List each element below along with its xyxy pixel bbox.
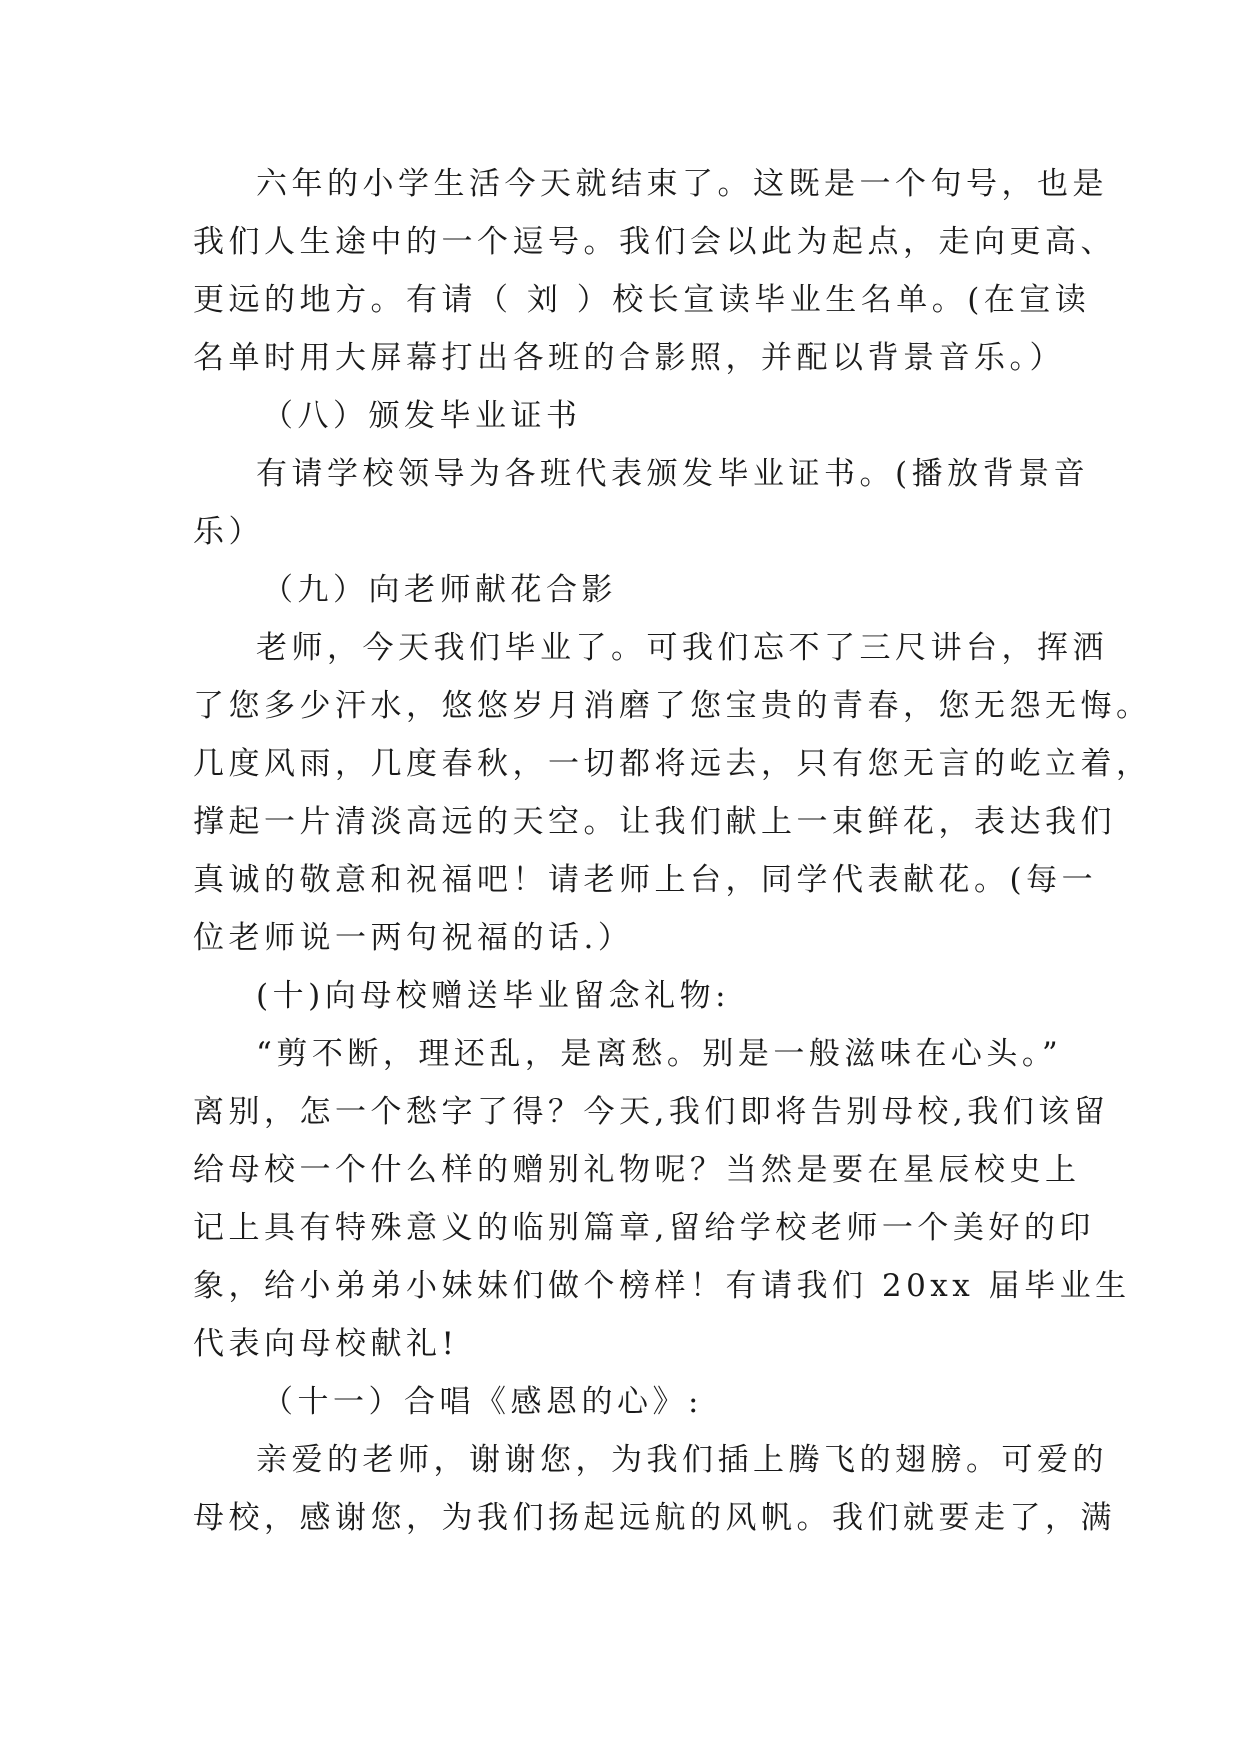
paragraph-line: 名单时用大屏幕打出各班的合影照，并配以背景音乐。）	[193, 340, 1065, 376]
paragraph-line: 撑起一片清淡高远的天空。让我们献上一束鲜花，表达我们	[193, 804, 1116, 840]
paragraph-line: 母校，感谢您，为我们扬起远航的风帆。我们就要走了，满	[193, 1500, 1116, 1536]
paragraph-line: 给母校一个什么样的赠别礼物呢？当然是要在星辰校史上	[193, 1152, 1081, 1188]
paragraph-line: 代表向母校献礼!	[193, 1326, 459, 1362]
paragraph-line: 离别，怎一个愁字了得？今天,我们即将告别母校,我们该留	[193, 1094, 1110, 1130]
section-heading: （八）颁发毕业证书	[262, 398, 582, 434]
paragraph-line: 六年的小学生活今天就结束了。这既是一个句号，也是	[256, 166, 1108, 202]
paragraph-line: 记上具有特殊意义的临别篇章,留给学校老师一个美好的印	[193, 1210, 1095, 1246]
paragraph-line: 我们人生途中的一个逗号。我们会以此为起点，走向更高、	[193, 224, 1116, 260]
paragraph-line: 象，给小弟弟小妹妹们做个榜样！有请我们 20xx 届毕业生	[193, 1268, 1131, 1304]
paragraph-line: 位老师说一两句祝福的话.）	[193, 920, 634, 956]
paragraph-line: “剪不断，理还乱，是离愁。别是一般滋味在心头。”	[256, 1036, 1063, 1072]
paragraph-line: 更远的地方。有请（ 刘 ）校长宣读毕业生名单。(在宣读	[193, 282, 1091, 318]
paragraph-line: 老师，今天我们毕业了。可我们忘不了三尺讲台，挥洒	[256, 630, 1108, 666]
section-heading: （九）向老师献花合影	[262, 572, 617, 608]
section-heading: （十一）合唱《感恩的心》:	[262, 1384, 703, 1420]
paragraph-line: 乐）	[193, 514, 264, 550]
paragraph-line: 亲爱的老师，谢谢您，为我们插上腾飞的翅膀。可爱的	[256, 1442, 1108, 1478]
paragraph-line: 真诚的敬意和祝福吧！请老师上台，同学代表献花。(每一	[193, 862, 1098, 898]
paragraph-line: 几度风雨，几度春秋，一切都将远去，只有您无言的屹立着，	[193, 746, 1152, 782]
paragraph-line: 了您多少汗水，悠悠岁月消磨了您宝贵的青春，您无怨无悔。	[193, 688, 1152, 724]
paragraph-line: 有请学校领导为各班代表颁发毕业证书。(播放背景音	[256, 456, 1090, 492]
section-heading: (十)向母校赠送毕业留念礼物:	[256, 978, 731, 1014]
